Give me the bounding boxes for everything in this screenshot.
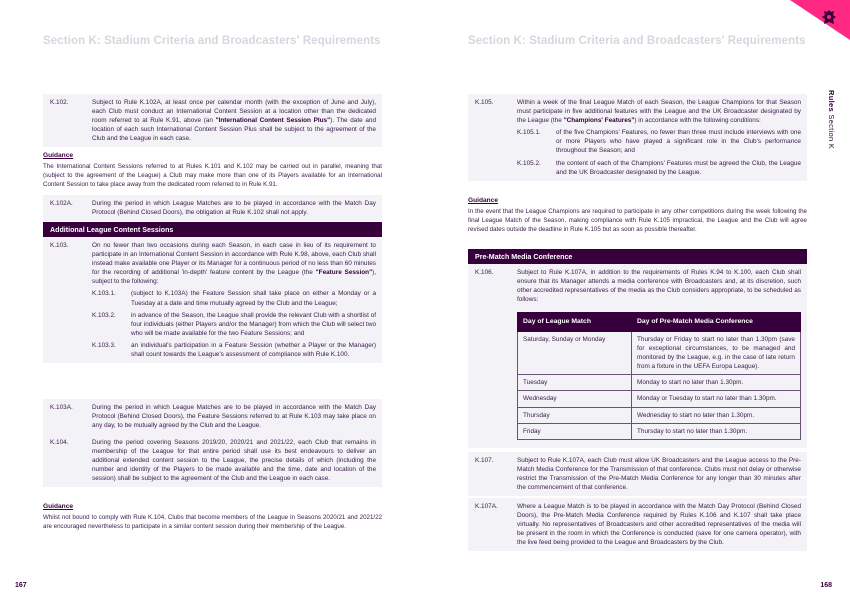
table-header: Day of Pre-Match Media Conference [632, 313, 801, 332]
section-title: Section K: Stadium Criteria and Broadcasters' Requirements [43, 35, 381, 47]
rule-k105: K.105. Within a week of the final League Match of each Season, the League Champions for that Season must participate in five additional features with the League and the UK Broadcaster designated by the League (the "Champions' Features") in accordance with the following conditions: K.105.1. of the five Champions' Features, no fewer than three must include interviews with one or more Players who have played a significant role in the Club's performance throughout the Season; and K.105.2. the content of each of the Champions' Features must be agreed the Club, the League and the UK Broadcaster designated by the League. [468, 94, 807, 181]
guidance-heading: Guidance [43, 503, 74, 510]
table-row: Friday Thursday to start no later than 1.30pm. [518, 423, 801, 439]
rule-k103: K.103. On no fewer than two occasions during each Season, in each case in lieu of its requirement to participate in an International Content Session in accordance with Rule K.98, above, each Club shall instead make available one Player or its Manager for a continuous period of no less than 60 minutes for the recording of additional 'in-depth' feature content by the League (the "Feature Session"), subject to the following: K.103.1. (subject to K.103A) the Feature Session shall take place on either a Monday or a Tuesday at a date and time mutually agreed by the Club and the League; K.103.2. in advance of the Season, the League shall provide the relevant Club with a shortlist of four individuals (either Players and/or the Manager) from which the Club will select two who will be made available for the two Feature Sessions; and K.103.3. an individual's participation in a Feature Session (whether a Player or the Manager) shall count towards the League's assessment of compliance with Rule K.100. [43, 237, 382, 363]
table-row: Thursday Wednesday to start no later than 1.30pm. [518, 407, 801, 423]
table-row: Wednesday Monday or Tuesday to start no later than 1.30pm. [518, 391, 801, 407]
media-conference-table [517, 312, 801, 439]
sub-rule: K.103.1. (subject to K.103A) the Feature Session shall take place on either a Monday or a Tuesday at a date and time mutually agreed by the Club and the League; [92, 290, 376, 307]
page-number: 167 [15, 582, 27, 589]
table-header: Day of League Match [518, 313, 632, 332]
premier-league-logo [790, 0, 850, 40]
guidance-text: Whilst not bound to comply with Rule K.104, Clubs that become members of the League in Seasons 2020/21 and 2021/22 are encouraged nevertheless to participate in a similar content session during their membership of the League. [43, 514, 382, 530]
guidance-text: In the event that the League Champions are required to participate in any other competitions during the week following the final League Match of the Season, making compliance with Rule K.105 impractical, the League and the Club will agree revised dates outside the deadline in Rule K.105 but as soon as possible thereafter. [468, 208, 807, 233]
section-title: Section K: Stadium Criteria and Broadcasters' Requirements [468, 35, 806, 47]
page-number: 168 [820, 582, 832, 589]
rule-k102a: K.102A. During the period in which League Matches are to be played in accordance with the Match Day Protocol (Behind Closed Doors), the obligation at Rule K.102 shall not apply. [43, 195, 382, 221]
side-tab[interactable]: Rules Section K [827, 90, 836, 150]
rule-k103a: K.103A. During the period in which League Matches are to be played in accordance with the Match Day Protocol (Behind Closed Doors), the Feature Sessions referred to at Rule K.103 may take place on any day, to be mutually agreed by the Club and the League. [43, 399, 382, 434]
section-bar-additional-league-content: Additional League Content Sessions [43, 222, 382, 238]
sub-rule: K.103.2. in advance of the Season, the League shall provide the relevant Club with a shortlist of four individuals (either Players and/or the Manager) from which the Club will select two who will be made available for the two Feature Sessions; and [92, 311, 376, 337]
table-row: Tuesday Monday to start no later than 1.30pm. [518, 375, 801, 391]
right-page [425, 0, 850, 603]
rule-k106: K.106. Subject to Rule K.107A, in addition to the requirements of Rules K.94 to K.100, each Club shall ensure that its Manager attends a media conference with Broadcasters and, at its discretion, such other accredited representatives of the media as the Club considers appropriate, to be scheduled as follows: Day of League Match Day of Pre-Match Media Conference Saturday, Sunday or Monday Thursday or Friday to start no later than 1.30pm (save for exceptional circumstances, to be managed and monitored by the League, e.g. in the case of late return from a fixture in the UEFA Europa League). Tuesday Monday to start no later than 1.30pm. Wednesday Monday or Tuesday to start no later than 1.30pm. Thursday Wednesday to start no later than 1.30pm. Friday Thursday to start no later than 1.30pm. [468, 264, 807, 448]
table-row: Saturday, Sunday or Monday Thursday or Friday to start no later than 1.30pm (save for exceptional circumstances, to be managed and monitored by the League, e.g. in the case of late return from a fixture in the UEFA Europa League). [518, 332, 801, 375]
guidance-heading: Guidance [43, 152, 74, 159]
section-bar-pre-match-media-conference: Pre-Match Media Conference [468, 249, 807, 265]
guidance-heading: Guidance [468, 197, 499, 204]
rule-k107: K.107. Subject to Rule K.107A, each Club must allow UK Broadcasters and the League access to the Pre-Match Media Conference for the Transmission of that conference. Clubs must not delay or otherwise restrict the Transmission of the Pre-Match Media Conference for any longer than 30 minutes after the commencement of that conference. [468, 452, 807, 496]
rule-k102: K.102. Subject to Rule K.102A, at least once per calendar month (with the exception of June and July), each Club must conduct an International Content Session at a location other than the dedicated room referred to at Rule K.91, above (an "International Content Session Plus"). The date and location of each such International Content Session Plus shall be subject to the agreement of the Club and the League in each case. [43, 94, 382, 147]
lion-crest-icon [821, 9, 837, 27]
sub-rule: K.105.2. the content of each of the Champions' Features must be agreed the Club, the League and the UK Broadcaster designated by the League. [517, 159, 801, 176]
sub-rule: K.105.1. of the five Champions' Features, no fewer than three must include interviews with one or more Players who have played a significant role in the Club's performance throughout the Season; and [517, 129, 801, 155]
rule-k104: K.104. During the period covering Seasons 2019/20, 2020/21 and 2021/22, each Club that remains in membership of the League for that entire period shall use its best endeavours to deliver an additional extended content session to the League, the precise details of which (including the number and identity of the Players to be made available and the time, date and location of the session) shall be subject to the agreement of the Club and the League in each case. [43, 434, 382, 487]
rule-k107a: K.107A. Where a League Match is to be played in accordance with the Match Day Protocol (Behind Closed Doors), the Pre-Match Media Conference required by Rules K.106 and K.107 shall take place virtually. No representatives of Broadcasters and other accredited representatives of the media will be present in the room in which the Conference is conducted (save for one camera operator), with the live feed being provided to the League and Broadcasters by the Club. [468, 498, 807, 551]
guidance-text: The International Content Sessions referred to at Rules K.101 and K.102 may be carried out in parallel, meaning that (subject to the agreement of the League) a Club may make more than one of its Players available for an International Content Session to take place away from the dedicated room referred to in Rule K.91. [43, 163, 382, 188]
sub-rule: K.103.3. an individual's participation in a Feature Session (whether a Player or the Manager) shall count towards the League's assessment of compliance with Rule K.100. [92, 341, 376, 359]
